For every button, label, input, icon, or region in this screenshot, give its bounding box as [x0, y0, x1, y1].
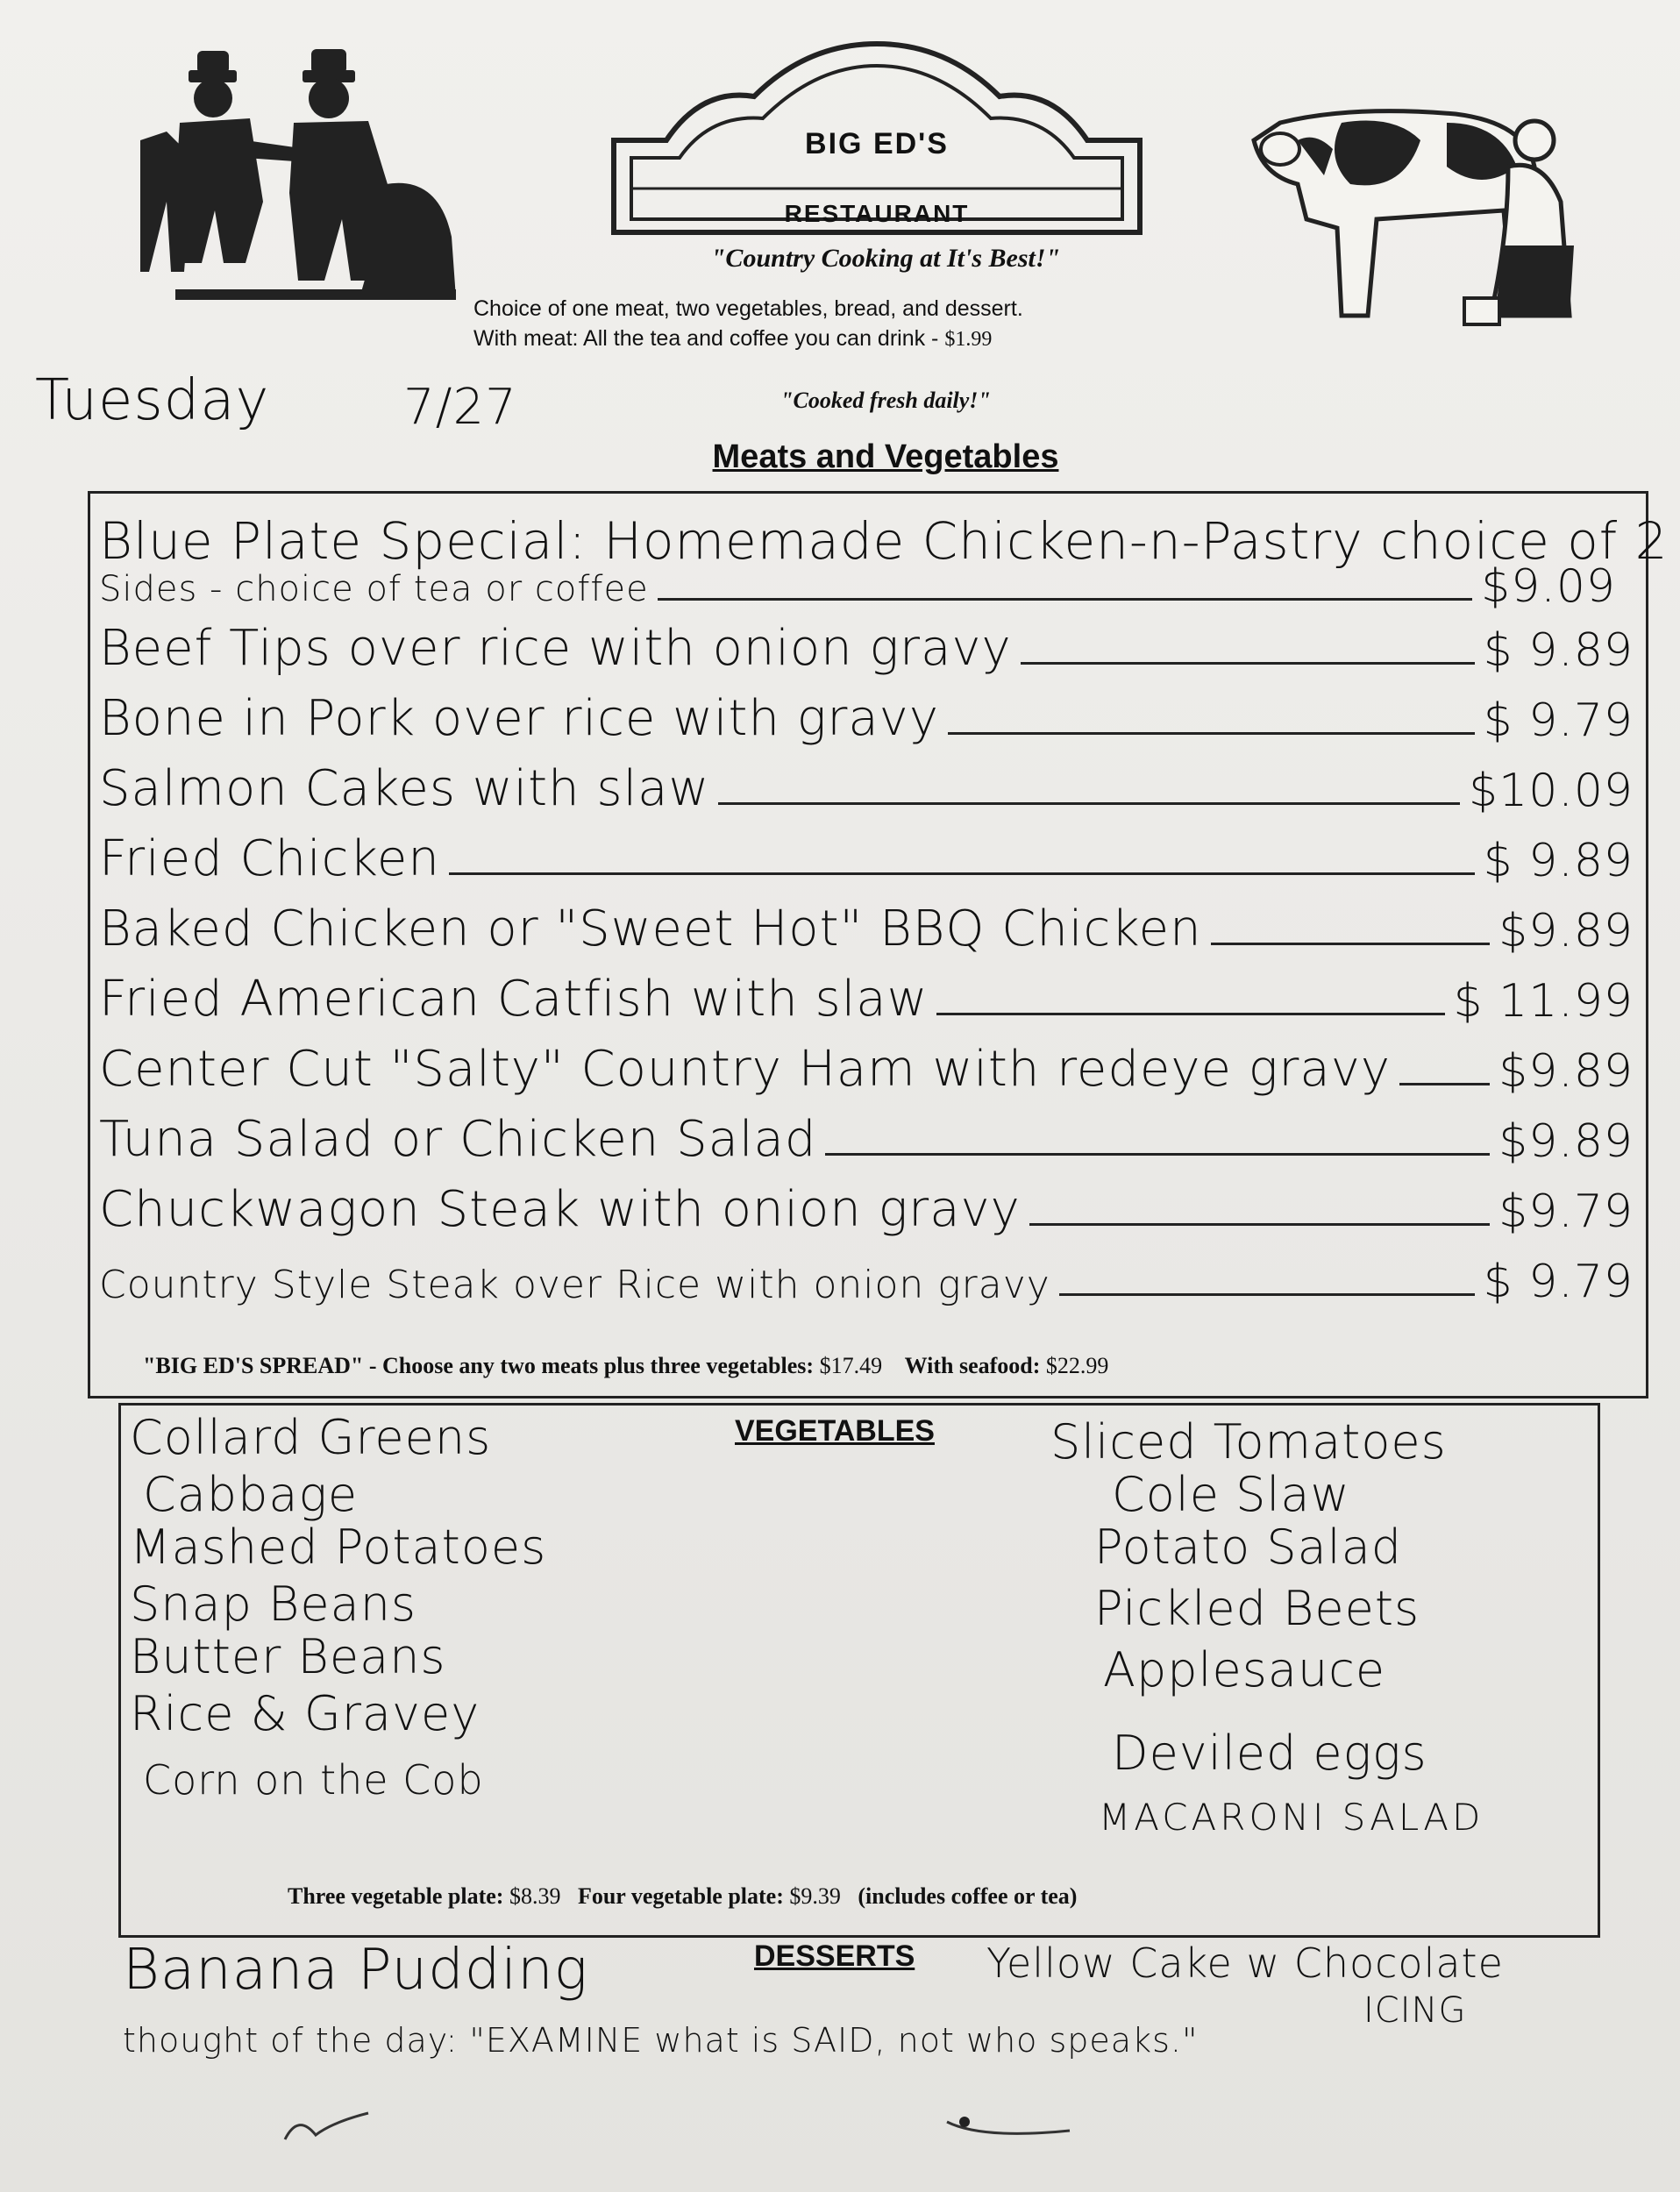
vegetable-item: Rice & Gravey — [130, 1686, 481, 1741]
cooked-fresh-note: "Cooked fresh daily!" — [780, 388, 991, 413]
spread-label: "BIG ED'S SPREAD" - Choose any two meats plus three vegetables: — [143, 1353, 815, 1378]
meat-item-name: Tuna Salad or Chicken Salad — [99, 1111, 817, 1168]
meat-item-name: Baked Chicken or "Sweet Hot" BBQ Chicken — [99, 900, 1202, 957]
price-leader-line — [1211, 943, 1491, 945]
restaurant-name: BIG ED'S — [805, 127, 949, 160]
blue-plate-special-title: Blue Plate Special: Homemade Chicken-n-Pastry choice of 2 — [99, 511, 1669, 571]
vegetables-section-title: VEGETABLES — [735, 1414, 935, 1448]
choice-line-2-text: With meat: All the tea and coffee you can drink - — [473, 326, 939, 351]
vegetable-item: Cabbage — [143, 1467, 359, 1522]
meat-item — [99, 673, 1634, 747]
doodle-marks — [281, 2087, 1157, 2157]
price-leader-line — [658, 598, 1472, 601]
meat-item-price: $9.79 — [1498, 1185, 1634, 1238]
handwritten-day: Tuesday — [35, 368, 270, 433]
meat-item-name: Beef Tips over rice with onion gravy — [99, 620, 1012, 677]
spread-price: $17.49 — [819, 1353, 883, 1378]
seafood-price: $22.99 — [1045, 1353, 1109, 1378]
meat-item — [99, 814, 1634, 887]
meat-item — [99, 1164, 1634, 1238]
vegetable-item: Cole Slaw — [1112, 1467, 1350, 1522]
three-veg-price: $8.39 — [509, 1883, 561, 1909]
vegetable-item: Butter Beans — [130, 1629, 446, 1684]
desserts-section-title: DESSERTS — [754, 1939, 915, 1973]
vegetable-item: Applesauce — [1103, 1642, 1386, 1697]
meat-item-name: Country Style Steak over Rice with onion gravy — [99, 1263, 1050, 1307]
dessert-icing: ICING — [1363, 1990, 1467, 2031]
dessert-banana-pudding: Banana Pudding — [123, 1938, 589, 2003]
choice-line-1: Choice of one meat, two vegetables, bread, and dessert. — [473, 296, 1023, 321]
seafood-label: With seafood: — [904, 1353, 1041, 1378]
meat-item-price: $ 9.89 — [1483, 835, 1634, 887]
includes-note: (includes coffee or tea) — [858, 1883, 1078, 1909]
thought-of-the-day: thought of the day: "EXAMINE what is SAID, not who speaks." — [123, 2021, 1199, 2060]
vegetable-item: Corn on the Cob — [143, 1756, 484, 1804]
vegetable-item: MACARONI SALAD — [1099, 1796, 1484, 1839]
four-veg-price: $9.39 — [789, 1883, 841, 1909]
meats-menu-box — [88, 491, 1669, 1398]
meat-item — [99, 744, 1634, 817]
vegetables-menu-box — [118, 1403, 1600, 1938]
meat-item-name: Chuckwagon Steak with onion gravy — [99, 1181, 1021, 1238]
meat-item-price: $9.89 — [1498, 1045, 1634, 1098]
meat-item-price: $ 11.99 — [1453, 975, 1634, 1028]
price-leader-line — [1059, 1293, 1475, 1296]
vegetable-item: Collard Greens — [130, 1410, 492, 1465]
meat-item-price: $ 9.89 — [1483, 624, 1634, 677]
meat-item — [99, 1094, 1634, 1168]
meat-item-name: Fried Chicken — [99, 830, 440, 887]
meat-item — [99, 1024, 1634, 1098]
choice-line-2 — [473, 324, 1306, 354]
restaurant-subtitle: RESTAURANT — [784, 200, 970, 227]
meat-item — [99, 954, 1634, 1028]
meat-item-price: $9.89 — [1498, 1115, 1634, 1168]
restaurant-sign-logo — [605, 35, 1149, 237]
dessert-yellow-cake: Yellow Cake w Chocolate — [986, 1939, 1504, 1987]
meat-item-price: $ 9.79 — [1483, 694, 1634, 747]
vegetable-item: Snap Beans — [130, 1576, 417, 1632]
meat-item-name: Center Cut "Salty" Country Ham with redeye gravy — [99, 1041, 1391, 1098]
meat-item-name: Bone in Pork over rice with gravy — [99, 690, 939, 747]
drink-price: $1.99 — [944, 328, 993, 351]
price-leader-line — [1029, 1223, 1490, 1226]
meat-item — [99, 603, 1634, 677]
vegetable-item: Pickled Beets — [1094, 1581, 1420, 1636]
choice-description — [473, 294, 1306, 354]
vegetable-item: Sliced Tomatoes — [1050, 1414, 1447, 1470]
meat-item-price: $9.89 — [1498, 905, 1634, 957]
blue-plate-special-sides: Sides - choice of tea or coffee — [99, 569, 649, 609]
handwritten-date: 7/27 — [403, 379, 517, 436]
big-eds-spread-offer — [143, 1353, 1634, 1379]
meat-item — [99, 884, 1634, 957]
meat-item-name: Fried American Catfish with slaw — [99, 971, 929, 1028]
vegetable-item: Deviled eggs — [1112, 1726, 1427, 1781]
price-leader-line — [936, 1013, 1444, 1015]
price-leader-line — [1399, 1083, 1490, 1085]
price-leader-line — [718, 802, 1460, 805]
meat-item-name: Salmon Cakes with slaw — [99, 760, 710, 817]
price-leader-line — [948, 732, 1475, 735]
price-leader-line — [1021, 662, 1475, 665]
three-veg-label: Three vegetable plate: — [288, 1883, 504, 1909]
meats-section-title: Meats and Vegetables — [712, 438, 1059, 475]
vegetable-item: Mashed Potatoes — [130, 1519, 547, 1575]
price-leader-line — [449, 872, 1475, 875]
meat-item-price: $10.09 — [1469, 765, 1634, 817]
tagline: "Country Cooking at It's Best!" — [710, 244, 1061, 273]
price-leader-line — [825, 1153, 1490, 1156]
meat-item-price: $ 9.79 — [1483, 1256, 1634, 1308]
vegetable-item: Potato Salad — [1094, 1519, 1403, 1575]
four-veg-label: Four vegetable plate: — [577, 1883, 784, 1909]
vegetable-plate-prices — [288, 1883, 1077, 1910]
blue-plate-special-price: $9.09 — [1481, 560, 1616, 613]
farmers-silhouette-illustration — [140, 44, 465, 307]
meat-item — [99, 1235, 1634, 1308]
